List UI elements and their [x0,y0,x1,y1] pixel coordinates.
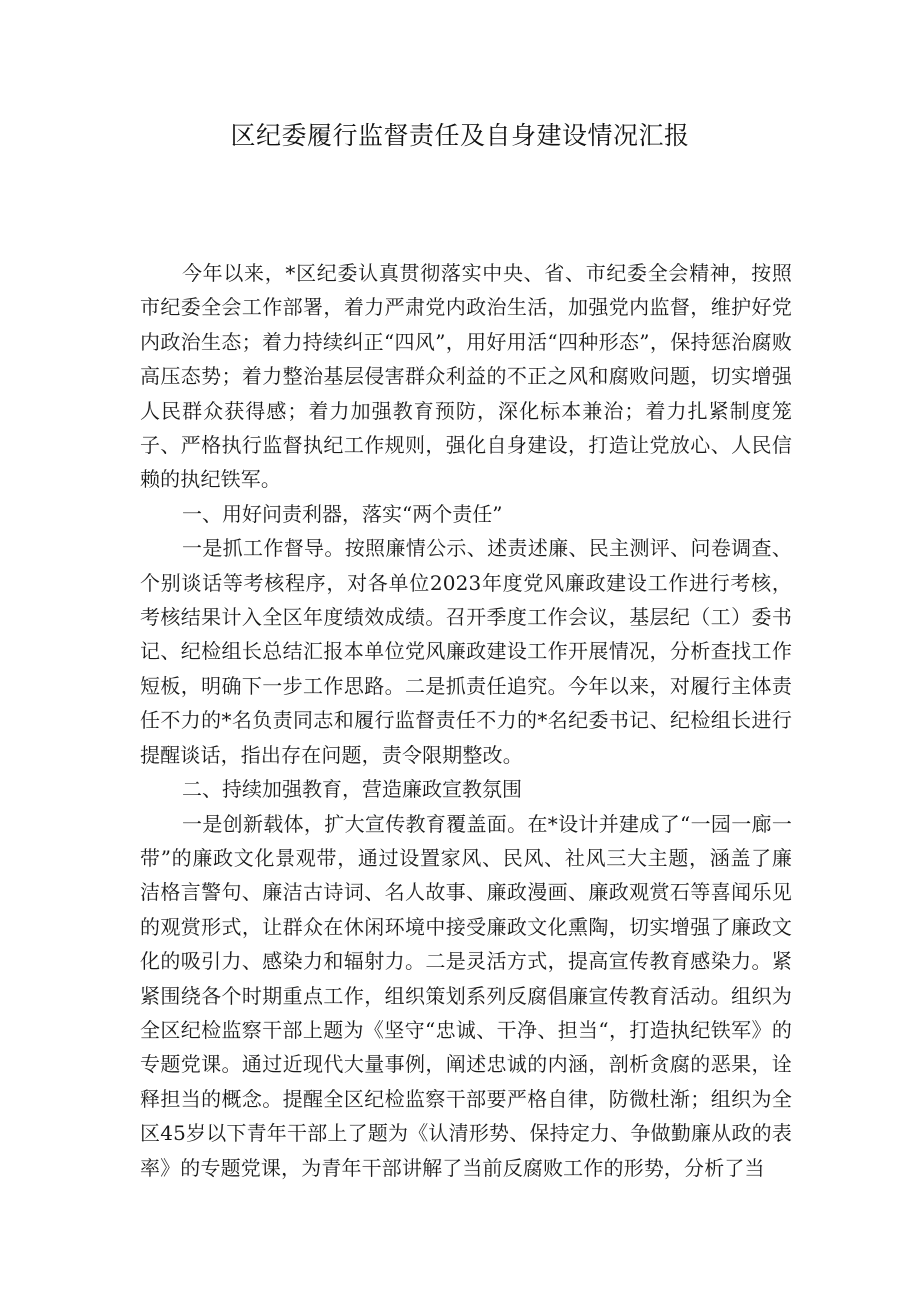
document-title: 区纪委履行监督责任及自身建设情况汇报 [230,121,690,150]
section-1-paragraph: 一是抓工作督导。按照廉情公示、述责述廉、民主测评、问卷调查、个别谈话等考核程序，对各单位2023年度党风廉政建设工作进行考核，考核结果计入全区年度绩效成绩。召开季度工作会议，基层纪（工）委书记、纪检组长总结汇报本单位党风廉政建设工作开展情况，分析查找工作短板，明确下一步工作思路。二是抓责任追究。今年以来，对履行主体责任不力的*名负责同志和履行监督责任不力的*名纪委书记、纪检组长进行提醒谈话，指出存在问题，责令限期整改。 [140,536,792,767]
section-1-heading: 一、用好问责利器，落实“两个责任” [182,501,503,526]
intro-paragraph: 今年以来，*区纪委认真贯彻落实中央、省、市纪委全会精神，按照市纪委全会工作部署，着力严肃党内政治生活，加强党内监督，维护好党内政治生态；着力持续纠正“四风”，用好用活“四种形态”，保持惩治腐败高压态势；着力整治基层侵害群众利益的不正之风和腐败问题，切实增强人民群众获得感；着力加强教育预防，深化标本兼治；着力扎紧制度笼子、严格执行监督执纪工作规则，强化自身建设，打造让党放心、人民信赖的执纪铁军。 [140,261,792,492]
section-2-paragraph: 一是创新载体，扩大宣传教育覆盖面。在*设计并建成了“一园一廊一带”的廉政文化景观带，通过设置家风、民风、社风三大主题，涵盖了廉洁格言警句、廉洁古诗词、名人故事、廉政漫画、廉政观赏石等喜闻乐见的观赏形式，让群众在休闲环境中接受廉政文化熏陶，切实增强了廉政文化的吸引力、感染力和辐射力。二是灵活方式，提高宣传教育感染力。紧紧围绕各个时期重点工作，组织策划系列反腐倡廉宣传教育活动。组织为全区纪检监察干部上题为《坚守“忠诚、干净、担当“，打造执纪铁军》的专题党课。通过近现代大量事例，阐述忠诚的内涵，剖析贪腐的恶果，诠释担当的概念。提醒全区纪检监察干部要严格自律，防微杜渐；组织为全区45岁以下青年干部上了题为《认清形势、保持定力、争做勤廉从政的表率》的专题党课，为青年干部讲解了当前反腐败工作的形势，分析了当 [140,811,792,1180]
section-2-heading: 二、持续加强教育，营造廉政宣教氛围 [182,777,522,802]
document-body [140,256,792,1185]
